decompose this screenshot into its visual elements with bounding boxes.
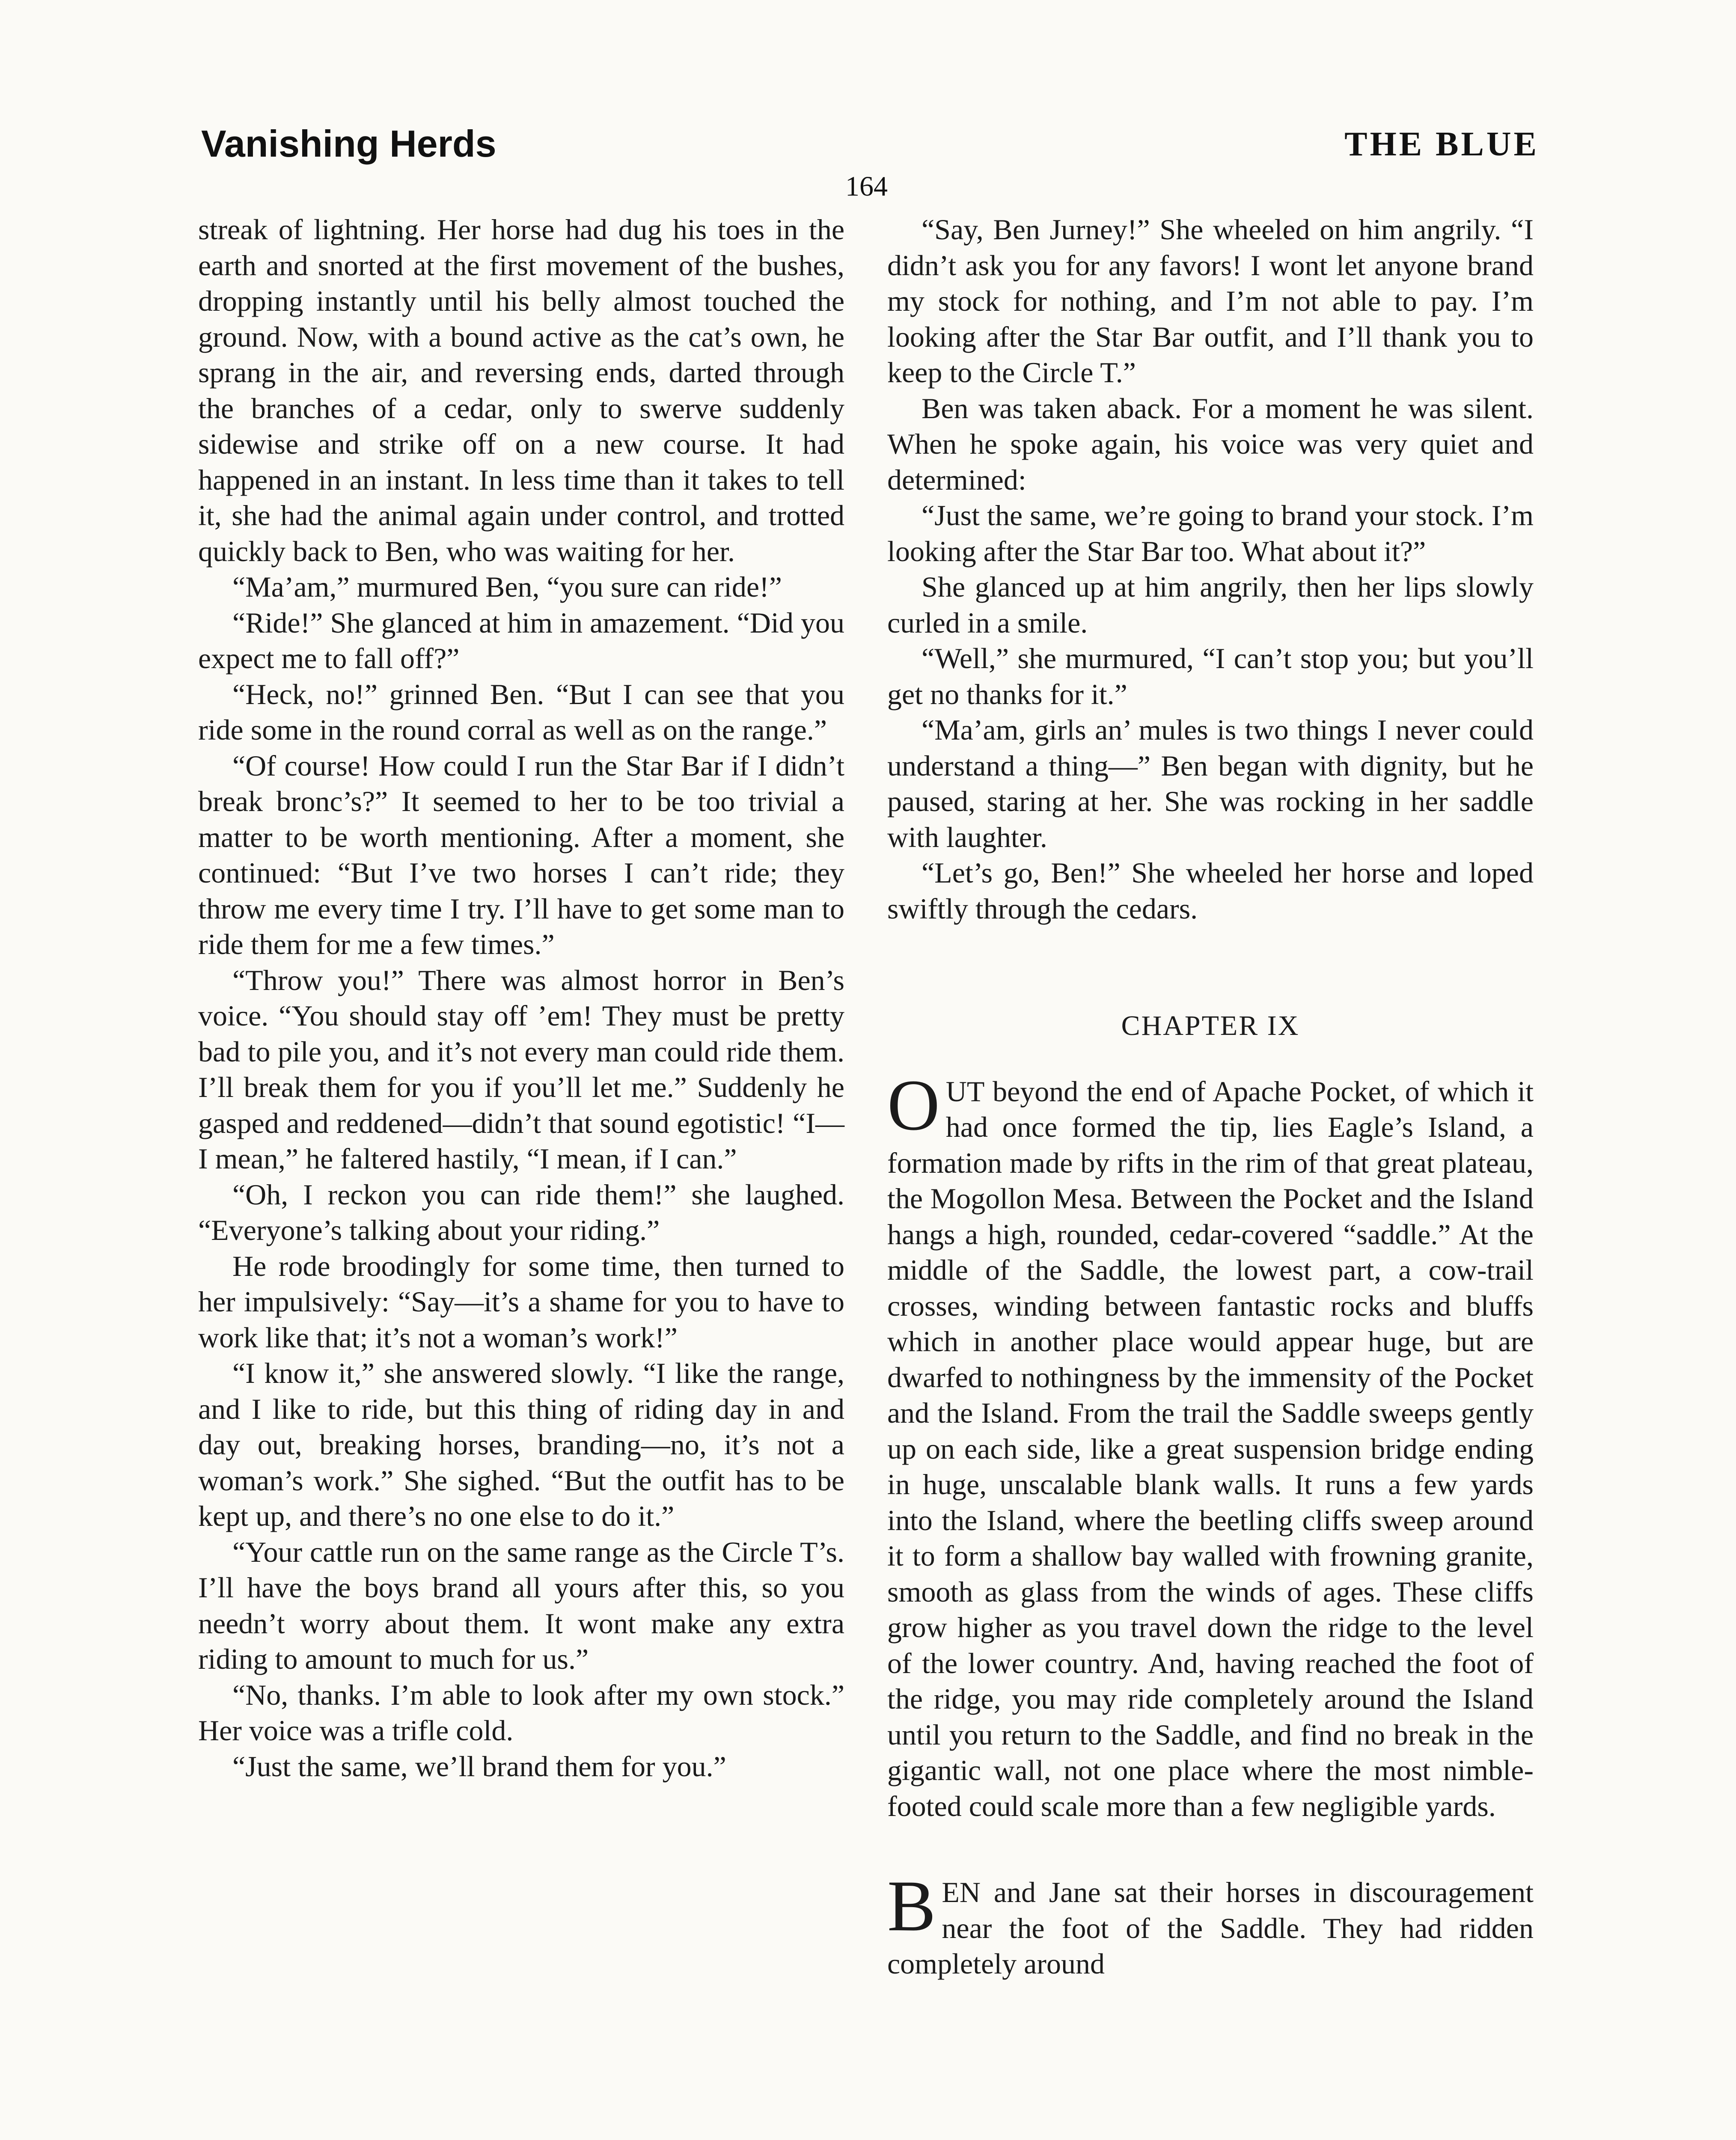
paragraph: “Heck, no!” grinned Ben. “But I can see that you ride some in the round corral as well as on the range.”	[198, 678, 844, 746]
paragraph: She glanced up at him angrily, then her lips slowly curled in a smile.	[887, 571, 1534, 639]
paragraph: streak of lightning. Her horse had dug his toes in the earth and snorted at the first movement of the bushes, dropping instantly until his belly almost touched the ground. Now, with a bound active as the cat’s own, he sprang in the air, and reversing ends, darted through the branches of a cedar, only to swerve suddenly sidewise and strike off on a new course. It had happened in an instant. In less time than it takes to tell it, she had the animal again under control, and trotted quickly back to Ben, who was waiting for her.	[198, 213, 844, 568]
paragraph: “Your cattle run on the same range as the Circle T’s. I’ll have the boys brand all yours after this, so you needn’t worry about them. It wont make any extra riding to amount to much for us.”	[198, 1535, 844, 1675]
paragraph: “I know it,” she answered slowly. “I like the range, and I like to ride, but this thing of riding day in and day out, breaking horses, branding—no, it’s not a woman’s work.” She sighed. “But the outfit has to be kept up, and there’s no one else to do it.”	[198, 1357, 844, 1532]
paragraph: “Ride!” She glanced at him in amazement. “Did you expect me to fall off?”	[198, 606, 844, 675]
drop-cap: O	[887, 1064, 940, 1145]
section-break	[887, 1824, 1534, 1875]
paragraph: “Of course! How could I run the Star Bar if I didn’t break bronc’s?” It seemed to her to be too trivial a matter to be worth mentioning. After a moment, she continued: “But I’ve two horses I can’t ride; they throw me every time I try. I’ll have to get some man to ride them for me a few times.”	[198, 749, 844, 960]
paragraph: “Oh, I reckon you can ride them!” she laughed. “Everyone’s talking about your riding.”	[198, 1178, 844, 1246]
page-number: 164	[845, 171, 888, 202]
paragraph: Ben was taken aback. For a moment he was silent. When he spoke again, his voice was very quiet and determined:	[887, 392, 1534, 496]
right-column	[887, 212, 1534, 1982]
paragraph: “Say, Ben Jurney!” She wheeled on him angrily. “I didn’t ask you for any favors! I wont let anyone brand my stock for nothing, and I’m not able to pay. I’m looking after the Star Bar outfit, and I’ll thank you to keep to the Circle T.”	[887, 213, 1534, 389]
paragraph: “Ma’am,” murmured Ben, “you sure can ride!”	[232, 571, 782, 603]
paragraph: “Well,” she murmured, “I can’t stop you; but you’ll get no thanks for it.”	[887, 642, 1534, 710]
paragraph-text: UT beyond the end of Apache Pocket, of which it had once formed the tip, lies Eagle’s Island, a formation made by rifts in the rim of that great plateau, the Mogollon Mesa. Between the Pocket and the Island hangs a high, rounded, cedar-covered “saddle.” At the middle of the Saddle, the lowest part, a cow-trail crosses, winding between fantastic rocks and bluffs which in another place would appear huge, but are dwarfed to nothingness by the immensity of the Pocket and the Island. From the trail the Saddle sweeps gently up on each side, like a great suspension bridge ending in huge, unscalable blank walls. It runs a few yards into the Island, where the beetling cliffs sweep around it to form a shallow bay walled with frowning granite, smooth as glass from the winds of ages. These cliffs grow higher as you travel down the ridge to the level of the lower country. And, having reached the foot of the ridge, you may ride completely around the Island until you return to the Saddle, and find no break in the gigantic wall, not one place where the most nimble-footed could scale more than a few negligible yards.	[887, 1075, 1534, 1822]
chapter-heading: CHAPTER IX	[1121, 1010, 1300, 1041]
paragraph: “Let’s go, Ben!” She wheeled her horse and loped swiftly through the cedars.	[887, 856, 1534, 925]
paragraph: He rode broodingly for some time, then turned to her impulsively: “Say—it’s a shame for you to have to work like that; it’s not a woman’s work!”	[198, 1249, 844, 1354]
magazine-title: THE BLUE	[1344, 125, 1539, 163]
paragraph-text: EN and Jane sat their horses in discouragement near the foot of the Saddle. They had ridden completely around	[887, 1876, 1534, 1980]
paragraph: “Throw you!” There was almost horror in Ben’s voice. “You should stay off ’em! They must be pretty bad to pile you, and it’s not every man could ride them. I’ll break them for you if you’ll let me.” Suddenly he gasped and reddened—didn’t that sound egotistic! “I—I mean,” he faltered hastily, “I mean, if I can.”	[198, 963, 844, 1175]
drop-cap: B	[887, 1866, 936, 1946]
paragraph: “Just the same, we’re going to brand your stock. I’m looking after the Star Bar too. What about it?”	[887, 499, 1534, 568]
paragraph: “Just the same, we’ll brand them for you.”	[232, 1750, 726, 1783]
running-title: Vanishing Herds	[201, 122, 496, 165]
chapter-opening-paragraph	[887, 1064, 1534, 1825]
paragraph: “No, thanks. I’m able to look after my own stock.” Her voice was a trifle cold.	[198, 1678, 844, 1747]
paragraph: “Ma’am, girls an’ mules is two things I never could understand a thing—” Ben began with dignity, but he paused, staring at her. She was rocking in her saddle with laughter.	[887, 713, 1534, 853]
section-opening-paragraph	[887, 1866, 1534, 1982]
left-column	[198, 212, 844, 1784]
